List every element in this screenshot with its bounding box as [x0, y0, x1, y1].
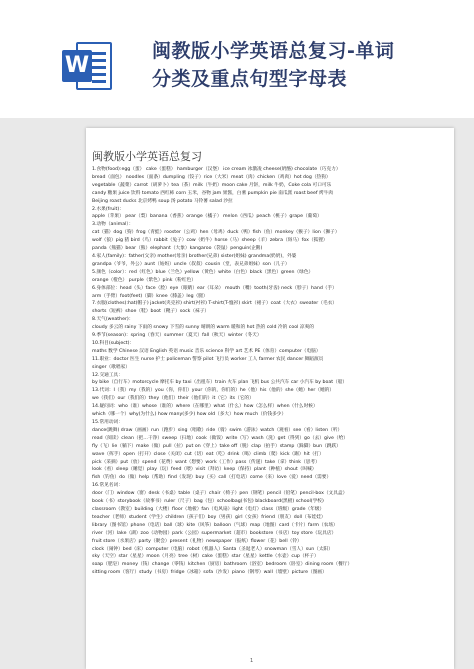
document-line: read（阅读）clean（把…干净）sweep（扫地）cook（做饭）write（写）wash（洗）get（得到）go（去）give（给）	[92, 435, 348, 441]
document-line: book（书）storybook（故事书）ruler（尺子）bag（包）schoolbag(书包) blackboard(黑板) school(学校)	[92, 499, 324, 505]
document-line: wolf（狼）pig 猪 bird（鸟）rabbit（兔子）cow（奶牛）horse（马）sheep（羊）zebra（斑马）fox（狐狸）	[92, 238, 328, 244]
document-line: door（门）window（窗）desk（书桌）table（桌子）chair（椅子）pen（钢笔）pencil（铅笔）pencil-box（文具盒）	[92, 491, 348, 497]
document-line: clock（闹钟）bed（床）computer（电脑）robot（机器人）Santa（圣诞老人）snowman（雪人）sun（太阳）	[92, 546, 333, 552]
document-line: we（我们）our（我们的）they（他们）their（他们的）it（它）its（它的）	[92, 396, 254, 402]
document-line: 7.衣服(clothes):hat(帽子) jacket(夹克衫) shirt(衬衫) T-shirt(T-恤衫) skirt（裙子）coat（大衣）sweater（毛衣）	[92, 301, 337, 307]
document-line: look（看）sleep（睡觉）play（玩）feed（喂）visit（拜访）keep（保持）plant（种植）shout（叫喊）	[92, 467, 317, 473]
document-line: singer（歌唱家）	[92, 364, 130, 370]
title-line-2: 分类及重点句型字母表	[152, 68, 348, 90]
document-line: 5.颜色（color）：red（红色）blue（兰色）yellow（黄色）white（白色）black（黑色）green（绿色）	[92, 269, 314, 275]
page-title	[152, 37, 452, 93]
document-line: 3.动物（animal）：	[92, 222, 134, 228]
page-number: 1	[250, 658, 254, 664]
document-line: dance(跳舞) draw（画画）run（跑步）sing（唱歌）ride（骑）swim（游泳）watch（观看）see（看）listen（听）	[92, 427, 343, 433]
document-line: arm（手臂）foot(feet)（脚）knee（膝盖）leg（腿）	[92, 293, 208, 299]
document-line: 1.食物(food):egg（蛋） cake（蛋糕） hamburger（汉堡） ice cream 冰激凌 cheese(奶酪) chocolate（巧克力）	[92, 167, 341, 172]
document-line: grandpa（爷爷，外公）aunt（姑妈）uncle（叔叔）cousin（堂，表兄弟姐妹）son（儿子）	[92, 261, 290, 267]
document-line: cloudy 多云的 rainy 下雨的 snowy 下雪的 sunny 晴朗的 warm 暖和的 hot 热的 cold 冷的 cool 凉爽的	[92, 325, 314, 331]
document-heading: 闽教版小学英语总复习	[92, 150, 202, 163]
document-line: candy 糖果 juice 饮料 tomato 西红柿 corn 玉米，谷物 jam 果酱，白薯 pumpkin pie 南瓜派 roast beef 烤牛肉	[92, 190, 334, 196]
document-line: pick（采摘）put（放）spend（花费）want（想要）work（工作）pass（传递）take（拿）think（思考）	[92, 459, 320, 465]
title-line-1: 闽教版小学英语总复习-单词	[152, 40, 395, 62]
document-line: 10.科目(subject)：	[92, 340, 135, 346]
document-line: Beijing roast ducks 北京烤鸭 soup 汤 potato 马铃薯 salad 沙拉	[92, 198, 233, 204]
document-line: fish（钓鱼）do（做）help（帮助）find（发现）buy（买）call（打电话）come（来）love（爱）need（需要）	[92, 475, 332, 481]
document-line: fruit store（水果店）party（聚会）present（礼物）newspaper（报纸）flower（花）bell（铃）	[92, 538, 302, 544]
document-line: sky（天空）star（星星）moon（月亮）tree（树）cake（蛋糕）star（星星）kettle（水壶）cup（杯子）	[92, 554, 319, 560]
document-line: cat（猫）dog（狗）frog（青蛙）rooster（公鸡）hen（母鸡）duck（鸭）fish（鱼）monkey（猴子）lion（狮子）	[92, 230, 340, 236]
document-line: panda（熊猫）bear（熊）elephant（大象）kangaroo（袋鼠）penguin(企鹅)	[92, 246, 263, 252]
document-line: 6.身体部位：head（头）face（脸）eye（眼睛）ear（耳朵） mouth（嘴）tooth(牙齿) neck（脖子）hand（手）	[92, 285, 337, 291]
document-line: sitting room（客厅）study（书房）fridge（冰箱）sofa（沙发）piano（钢琴）wall（墙壁）picture（图画）	[92, 570, 327, 576]
document-line: shorts（短裤）shoe（鞋）boot（靴子）sock（袜子）	[92, 309, 210, 315]
document-line: 9.季节(season)：spring（春天）summer（夏天）fall（秋天）winter（冬天）	[92, 333, 262, 339]
document-line: 4.家人(family)：father(父亲) mother(母亲) brother(兄弟) sister(姐妹) grandma(奶奶)，外婆	[92, 253, 297, 259]
document-line: by bike（自行车）motorcycle 摩托车 by taxi（出租车）train 火车 plan 飞机 bus 公共汽车 car 小汽车 by boat（船）	[92, 380, 348, 386]
document-line: 13.代词：I（我）my（我的）you（你，你们）your（你的，你们的）he（他）his（他的）she（她）her（她的）	[92, 388, 335, 394]
document-line: 16.常见名词：	[92, 483, 123, 489]
document-line: maths 数学 Chinese 汉语 English 英语 music 音乐 science 科学 art 艺术 PE（体育）computer（电脑）	[92, 348, 321, 354]
word-badge: W	[62, 50, 92, 82]
document-line: orange（橙色） purple（紫色）pink（粉红色）	[92, 277, 196, 283]
document-line: 12.交通工具：	[92, 372, 123, 378]
document-line: 15.常用动词：	[92, 420, 123, 425]
document-line: river（河）lake（湖）zoo（动物园）park（公园）supermarket（超市）bookstore（书店）toy store（玩具店）	[92, 530, 337, 536]
document-line: teacher（老师）student（学生）children（孩子们）boy（男孩）girl（女孩）friend（朋友）doll（布娃娃）	[92, 514, 326, 520]
document-line: 8.天气(weather)：	[92, 317, 134, 323]
document-line: bread（面包） noodles（面条）dumpling（饺子）rice（大米）meat（肉）chicken（鸡肉）hot dog（热狗）	[92, 174, 331, 180]
document-line: 14.疑问词：who（谁）whose（谁的）where（在哪里）what（什么）how（怎么样）when（什么时候）	[92, 404, 318, 410]
document-line: 11.职业：doctor 医生 nurse 护士 policeman 警察 pilot 飞行员 worker 工人 farmer 农民 dancer 舞蹈演员	[92, 356, 324, 362]
document-line: soap（肥皂）money（钱）change（零钱）kitchen（厨房）bathroom（浴室）bedroom（卧室）dining room（餐厅）	[92, 562, 353, 568]
header	[0, 0, 474, 118]
word-document-icon	[62, 38, 114, 94]
document-line: 2.水果(fruit)：	[92, 206, 124, 212]
document-line: vegetable（蔬菜）carrot（胡萝卜）tea（茶）milk（牛奶）moon cake 月饼，milk 牛奶，Coke cola 可口可乐	[92, 182, 332, 188]
document-line: fly（飞）lie（躺下）make（做）pull（拉）put on（穿上）take off（脱）clap（拍手）stamp（跺脚）bun（跳跃）	[92, 443, 341, 449]
document-line: which（哪一个）why(为什么) how many(多少) how old（多大）how much（价钱多少）	[92, 412, 287, 418]
document-line: classroom（教室）building（大楼）floor（地板）fan（电风扇）light（电灯）class（班级）grade（年级）	[92, 506, 325, 512]
document-body	[92, 166, 448, 577]
document-line: library（图书馆）phone（电话）ball（球）kite（风筝）balloon（气球）map（地图）card（卡片）farm（农场）	[92, 522, 338, 528]
document-line: apple（苹果） pear（梨）banana（香蕉）orange（橘子） melon（西瓜）peach（桃子）grape（葡萄）	[92, 214, 322, 220]
document-line: wave（挥手）open（打开）close（关闭）cut（切）eat（吃）drink（喝）climb（爬）kick（踢）hit（打）	[92, 451, 324, 457]
